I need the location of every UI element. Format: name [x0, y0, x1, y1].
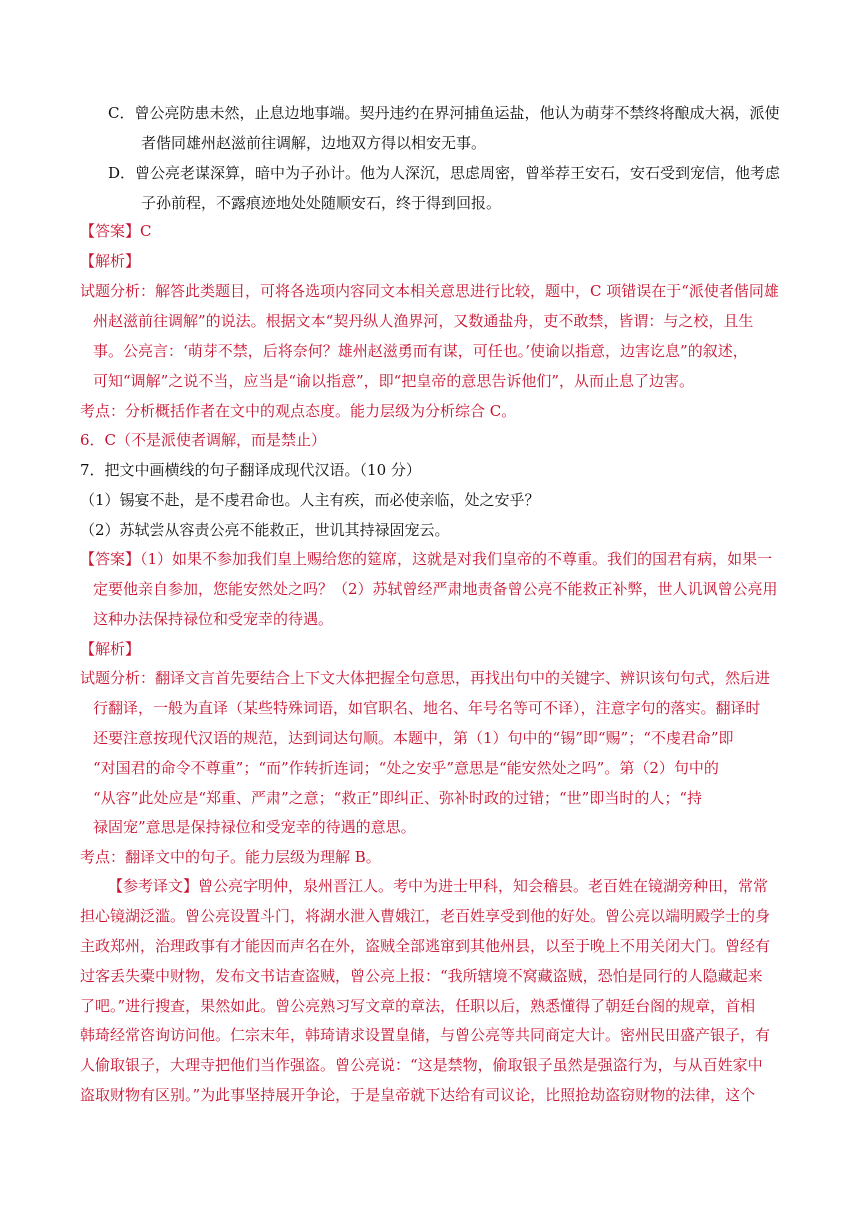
translation-line: 了吧。”进行搜查，果然如此。曾公亮熟习写文章的章法，任职以后，熟悉懂得了朝廷台阁的规章，首相: [80, 997, 756, 1015]
q6-analysis-tag: 【解析】: [80, 252, 141, 270]
q6-analysis-line: 州赵滋前往调解”的说法。根据文本“契丹纵人渔界河，又数通盐舟，吏不敢禁，皆谓：与之校，且生: [93, 312, 754, 330]
translation-line: 担心镜湖泛滥。曾公亮设置斗门，将湖水泄入曹娥江，老百姓享受到他的好处。曾公亮以端明殿学士的身: [80, 907, 771, 925]
q7-sentence-2: （2）苏轼尝从容责公亮不能救正，世讥其持禄固宠云。: [80, 521, 450, 539]
q7-answer-line: 定要他亲自参加，您能安然处之吗？（2）苏轼曾经严肃地责备曾公亮不能救正补弊，世人讥讽曾公亮用: [93, 580, 778, 598]
q6-analysis-line: 事。公亮言：‘萌芽不禁，后将奈何？雄州赵滋勇而有谋，可任也。’使谕以指意，边害讫息”的叙述，: [93, 342, 748, 360]
q7-analysis-line: “从容”此处应是“郑重、严肃”之意；“救正”即纠正、弥补时政的过错；“世”即当时的人；“持: [93, 789, 703, 807]
translation-line: 韩琦经常咨询访问他。仁宗末年，韩琦请求设置皇储，与曾公亮等共同商定大计。密州民田盛产银子，有: [80, 1026, 771, 1044]
option-d-line-2: 子孙前程，不露痕迹地处处随顺安石，终于得到回报。: [141, 194, 502, 212]
q6-kaodian: 考点：分析概括作者在文中的观点态度。能力层级为分析综合 C。: [80, 402, 517, 420]
translation-line: 主政郑州，治理政事有才能因而声名在外，盗贼全部逃窜到其他州县，以至于晚上不用关闭大门。曾经有: [80, 937, 771, 955]
option-c-line-1: C．曾公亮防患未然，止息边地事端。契丹违约在界河捕鱼运盐，他认为萌芽不禁终将酿成大祸，派使: [108, 104, 780, 122]
q7-answer-line: 这种办法保持禄位和受宠幸的待遇。: [93, 610, 334, 628]
q7-answer-tag: 【答案】: [80, 550, 141, 568]
translation-tag: 【参考译文】: [108, 877, 199, 895]
q7-title: 7．把文中画横线的句子翻译成现代汉语。（10 分）: [80, 461, 421, 479]
q7-analysis-line: 禄固宠”意思是保持禄位和受宠幸的待遇的意思。: [93, 818, 416, 836]
translation-line: 人偷取银子，大理寺把他们当作强盗。曾公亮说：“这是禁物，偷取银子虽然是强盗行为，与从百姓家中: [80, 1056, 763, 1074]
translation-text: 曾公亮字明仲，泉州晋江人。考中为进士甲科，知会稽县。老百姓在镜湖旁种田，常常: [198, 877, 769, 895]
translation-line: [108, 876, 768, 896]
q7-sentence-1: （1）锡宴不赴，是不虔君命也。人主有疾，而必使亲临，处之安乎？: [80, 491, 540, 509]
q6-analysis-line: 试题分析：解答此类题目，可将各选项内容同文本相关意思进行比较，题中，C 项错误在于“派使者偕同雄: [80, 282, 779, 300]
translation-line: 盗取财物有区别。”为此事坚持展开争论，于是皇帝就下达给有司议论，比照抢劫盗窃财物的法律，这个: [80, 1086, 756, 1104]
q7-kaodian: 考点：翻译文中的句子。能力层级为理解 B。: [80, 848, 381, 866]
q7-analysis-line: 还要注意按现代汉语的规范，达到词达句顺。本题中，第（1）句中的“锡”即“赐”；“不虔君命”即: [93, 729, 734, 747]
q7-answer-line: [80, 549, 772, 569]
q6-analysis-line: 可知“调解”之说不当，应当是“谕以指意”，即“把皇帝的意思告诉他们”，从而止息了边害。: [93, 372, 695, 390]
translation-line: 过客丢失橐中财物，发布文书诘查盗贼，曾公亮上报：“我所辖境不窝藏盗贼，恐怕是同行的人隐藏起来: [80, 967, 763, 985]
q7-analysis-line: 行翻译，一般为直译（某些特殊词语，如官职名、地名、年号名等可不译），注意字句的落实。翻译时: [93, 699, 761, 717]
q6-answer-value: C: [140, 222, 152, 240]
q7-analysis-tag: 【解析】: [80, 640, 141, 658]
q6-answer-tag: 【答案】: [80, 222, 141, 240]
q7-analysis-line: “对国君的命令不尊重”；“而”作转折连词；“处之安乎”意思是“能安然处之吗”。第（2）句中的: [93, 759, 719, 777]
option-d-line-1: D．曾公亮老谋深算，暗中为子孙计。他为人深沉，思虑周密，曾举荐王安石，安石受到宠信，他考虑: [108, 164, 781, 182]
q6-answer: [80, 221, 152, 241]
q6-summary: 6．C（不是派使者调解，而是禁止）: [80, 431, 327, 449]
option-c-line-2: 者偕同雄州赵滋前往调解，边地双方得以相安无事。: [141, 134, 487, 152]
q7-answer-text: （1）如果不参加我们皇上赐给您的筵席，这就是对我们皇帝的不尊重。我们的国君有病，如果一: [140, 550, 773, 568]
q7-analysis-line: 试题分析：翻译文言首先要结合上下文大体把握全句意思，再找出句中的关键字、辨识该句句式，然后进: [80, 669, 771, 687]
